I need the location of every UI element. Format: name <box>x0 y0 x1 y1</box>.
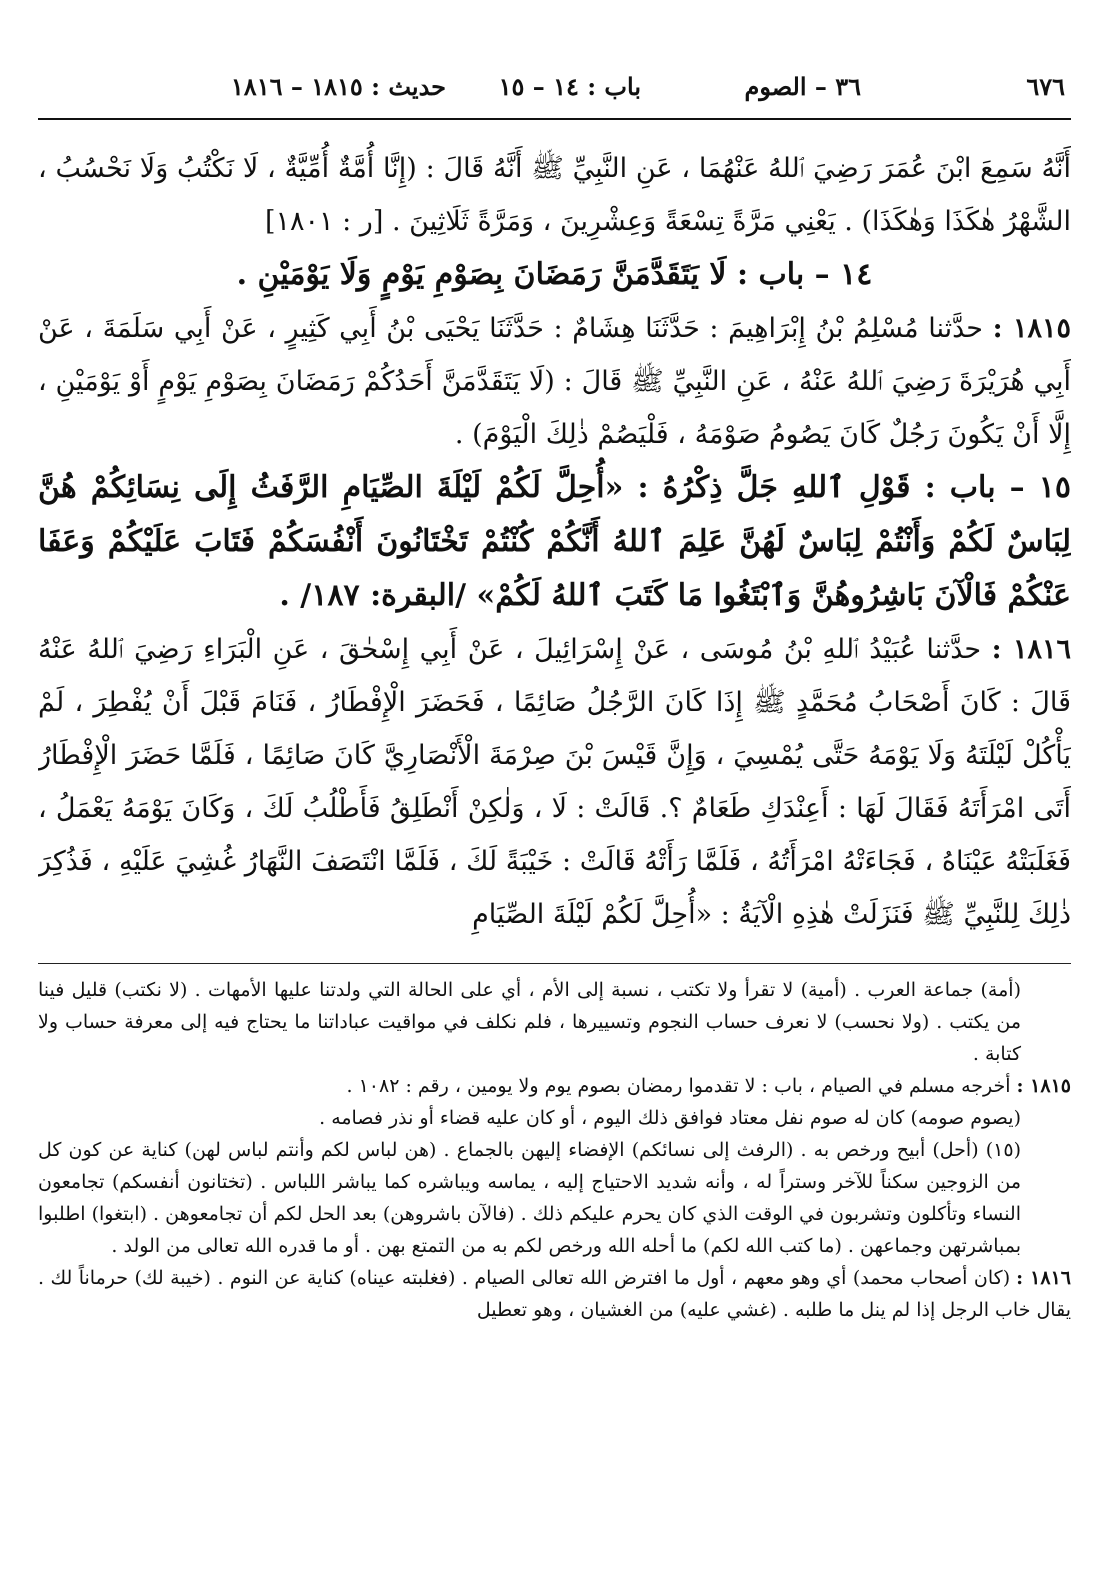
footnote-1816-number: ١٨١٦ : <box>1016 1267 1071 1289</box>
footnote-15: (١٥) (أحل) أبيح ورخص به . (الرفث إلى نسائكم) الإفضاء إليهن بالجماع . (هن لباس لكم وأنتم لباس لهن) كناية عن كون كل من الزوجين سكناً للآخر وستراً له ، وأنه شديد الاحتياج إليه ، يماسه ويباشره كما يباشر اللباس . (تختانون أنفسكم) تجامعون النساء وتأكلون وتشربون في الوقت الذي كان يحرم عليكم ذلك . (فالآن باشروهن) بعد الحل لكم أن تجامعوهن . (ابتغوا) اطلبوا بمباشرتهن وجماعهن . (ما كتب الله لكم) ما أحله الله ورخص لكم به من التمتع بهن . أو ما قدره الله تعالى من الولد . <box>38 1139 1021 1257</box>
hadith-1815 <box>38 302 1071 461</box>
footnote-1816-text: (كان أصحاب محمد) أي وهو معهم ، أول ما افترض الله تعالى الصيام . (فغلبته عيناه) كناية عن النوم . (خيبة لك) حرماناً لك . يقال خاب الرجل إذا لم ينل ما طلبه . (غشي عليه) من الغشيان ، وهو تعطيل <box>38 1267 1071 1321</box>
footnote-divider <box>38 963 1071 964</box>
footnote-1815-text: أخرجه مسلم في الصيام ، باب : لا تقدموا رمضان بصوم يوم ولا يومين ، رقم : ١٠٨٢ . <box>346 1075 1011 1097</box>
footnote-1816 <box>38 1262 1071 1326</box>
book-title: ٣٦ – الصوم <box>744 72 861 101</box>
page-number: ٦٧٦ <box>1026 72 1065 101</box>
hadith-1816-number: ١٨١٦ : <box>991 634 1071 665</box>
footnote-1815-number: ١٨١٥ : <box>1016 1075 1071 1097</box>
hadith-1815-number: ١٨١٥ : <box>992 313 1071 344</box>
running-header <box>38 62 1071 118</box>
footnotes <box>38 974 1071 1326</box>
hadith-1815-text: حدَّثنا مُسْلِمُ بْنُ إِبْرَاهِيمَ : حَدَّثَنَا هِشَامٌ : حَدَّثَنَا يَحْيَى بْنُ أَبِي كَثِيرٍ ، عَنْ أَبِي سَلَمَةَ ، عَنْ أَبِي هُرَيْرَةَ رَضِيَ ٱللهُ عَنْهُ ، عَنِ النَّبِيِّ ﷺ قَالَ : (لَا يَتَقَدَّمَنَّ أَحَدُكُمْ رَمَضَانَ بِصَوْمِ يَوْمٍ أَوْ يَوْمَيْنِ ، إِلَّا أَنْ يَكُونَ رَجُلٌ كَانَ يَصُومُ صَوْمَهُ ، فَلْيَصُمْ ذٰلِكَ الْيَوْمَ) . <box>38 313 1071 450</box>
footnote-ummah: (أمة) جماعة العرب . (أمية) لا تقرأ ولا تكتب ، نسبة إلى الأم ، أي على الحالة التي ولدتنا عليها الأمهات . (لا نكتب) قليل فينا من يكتب . (ولا نحسب) لا نعرف حساب النجوم وتسييرها ، فلم نكلف في مواقيت عباداتنا ما يحتاج فيه إلى معرفة حساب ولا كتابة . <box>38 979 1021 1065</box>
main-text <box>38 142 1071 941</box>
hadith-1816-text: حدَّثنا عُبَيْدُ ٱللهِ بْنُ مُوسَى ، عَنْ إِسْرَائِيلَ ، عَنْ أَبِي إِسْحٰقَ ، عَنِ الْبَرَاءِ رَضِيَ ٱللهُ عَنْهُ قَالَ : كَانَ أَصْحَابُ مُحَمَّدٍ ﷺ إِذَا كَانَ الرَّجُلُ صَائِمًا ، فَحَضَرَ الْإِفْطَارُ ، فَنَامَ قَبْلَ أَنْ يُفْطِرَ ، لَمْ يَأْكُلْ لَيْلَتَهُ وَلَا يَوْمَهُ حَتَّى يُمْسِيَ ، وَإِنَّ قَيْسَ بْنَ صِرْمَةَ الْأَنْصَارِيَّ كَانَ صَائِمًا ، فَلَمَّا حَضَرَ الْإِفْطَارُ أَتَى امْرَأَتَهُ فَقَالَ لَهَا : أَعِنْدَكِ طَعَامٌ ؟. قَالَتْ : لَا ، وَلٰكِنْ أَنْطَلِقُ فَأَطْلُبُ لَكَ ، وَكَانَ يَوْمَهُ يَعْمَلُ ، فَغَلَبَتْهُ عَيْنَاهُ ، فَجَاءَتْهُ امْرَأَتُهُ ، فَلَمَّا رَأَتْهُ قَالَتْ : خَيْبَةً لَكَ ، فَلَمَّا انْتَصَفَ النَّهَارُ غُشِيَ عَلَيْهِ ، فَذُكِرَ ذٰلِكَ لِلنَّبِيِّ ﷺ فَنَزَلَتْ هٰذِهِ الْآيَةُ : «أُحِلَّ لَكُمْ لَيْلَةَ الصِّيَامِ <box>38 634 1071 930</box>
hadith-range: حديث : ١٨١٥ – ١٨١٦ <box>230 72 446 101</box>
intro-paragraph: أَنَّهُ سَمِعَ ابْنَ عُمَرَ رَضِيَ ٱللهُ عَنْهُمَا ، عَنِ النَّبِيِّ ﷺ أَنَّهُ قَالَ : (إِنَّا أُمَّةٌ أُمِّيَّةٌ ، لَا نَكْتُبُ وَلَا نَحْسُبُ ، الشَّهْرُ هٰكَذَا وَهٰكَذَا) . يَعْنِي مَرَّةً تِسْعَةً وَعِشْرِينَ ، وَمَرَّةً ثَلَاثِينَ . [ر : ١٨٠١] <box>38 153 1071 237</box>
chapter-14-title: ١٤ – باب : لَا يَتَقَدَّمَنَّ رَمَضَانَ بِصَوْمِ يَوْمٍ وَلَا يَوْمَيْنِ . <box>236 257 873 292</box>
chapter-15-title: ١٥ – باب : قَوْلِ ٱللهِ جَلَّ ذِكْرُهُ : «أُحِلَّ لَكُمْ لَيْلَةَ الصِّيَامِ الرَّفَثُ إِلَى نِسَائِكُمْ هُنَّ لِبَاسٌ لَكُمْ وَأَنْتُمْ لِبَاسٌ لَهُنَّ عَلِمَ ٱللهُ أَنَّكُمْ كُنْتُمْ تَخْتَانُونَ أَنْفُسَكُمْ فَتَابَ عَلَيْكُمْ وَعَفَا عَنْكُمْ فَالْآنَ بَاشِرُوهُنَّ وَٱبْتَغُوا مَا كَتَبَ ٱللهُ لَكُمْ» /البقرة: ١٨٧/ . <box>38 470 1071 613</box>
book-page <box>38 62 1071 1562</box>
hadith-1816 <box>38 623 1071 941</box>
footnote-1815-explain: (يصوم صومه) كان له صوم نفل معتاد فوافق ذلك اليوم ، أو كان عليه قضاء أو نذر فصامه . <box>319 1107 1021 1129</box>
chapter-range: باب : ١٤ – ١٥ <box>498 72 641 101</box>
header-divider <box>38 118 1071 120</box>
footnote-1815 <box>38 1070 1071 1102</box>
